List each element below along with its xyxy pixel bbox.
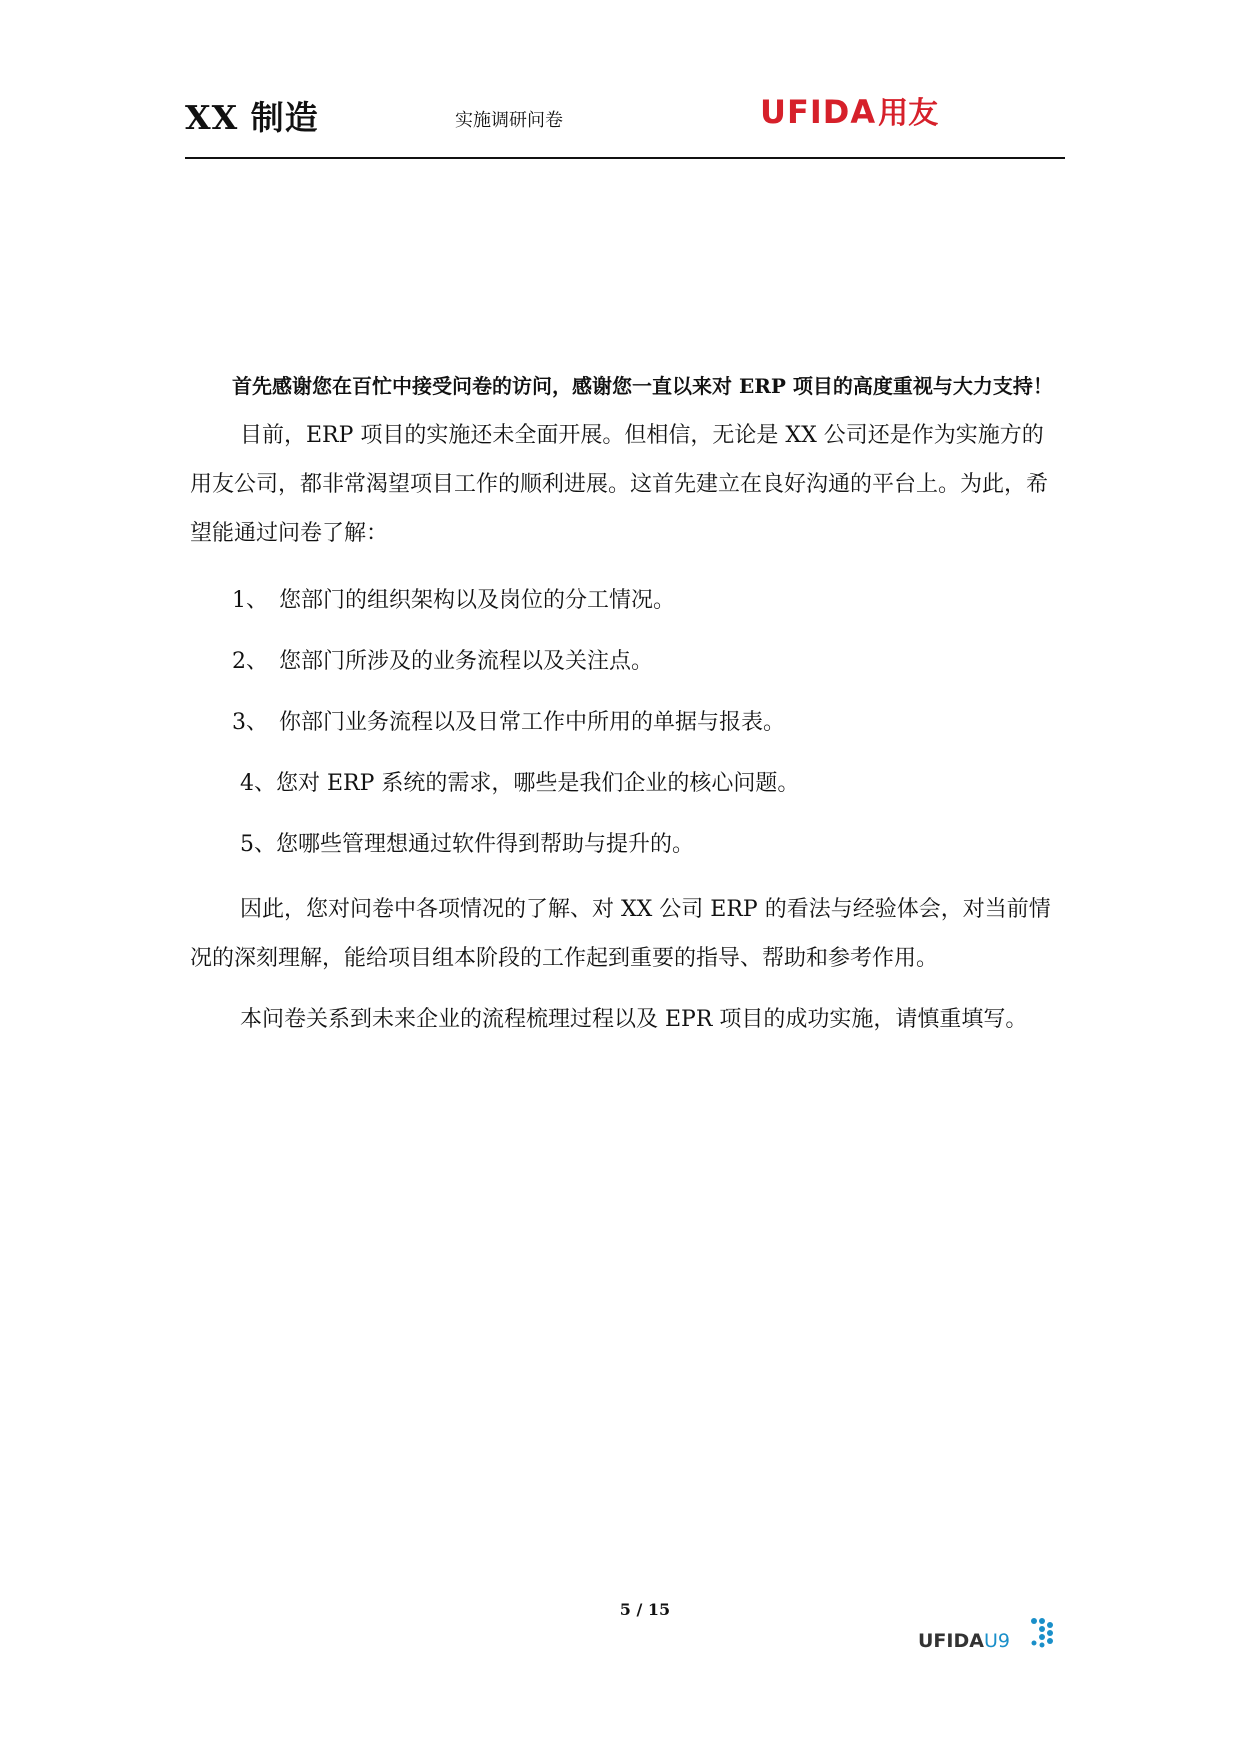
list-item-number: 5、	[240, 832, 276, 857]
closing-paragraph: 本问卷关系到未来企业的流程梳理过程以及 EPR 项目的成功实施，请慎重填写。	[240, 1007, 1028, 1032]
page-header	[185, 86, 1065, 158]
ufida-logo	[760, 88, 938, 132]
list-item-text: 你部门业务流程以及日常工作中所用的单据与报表。	[279, 710, 786, 735]
list-item-text: 您对 ERP 系统的需求，哪些是我们企业的核心问题。	[276, 771, 800, 796]
list-item-number: 2、	[232, 649, 268, 674]
list-item-number: 1、	[232, 588, 268, 613]
logo-ufida-u9-text	[918, 1630, 1010, 1652]
list-item-text: 您部门的组织架构以及岗位的分工情况。	[279, 588, 676, 613]
list-item-number: 3、	[232, 710, 268, 735]
list-item	[190, 814, 1060, 875]
company-name: XX 制造	[185, 98, 319, 137]
list-item	[190, 753, 1060, 814]
logo-u9-text: U9	[983, 1630, 1010, 1652]
page-number: 5 / 15	[619, 1600, 671, 1619]
list-item	[190, 631, 1060, 692]
list-item-text: 您部门所涉及的业务流程以及关注点。	[279, 649, 654, 674]
logo-ufida-text: UFIDA	[760, 93, 877, 131]
dots-icon	[1028, 1616, 1058, 1652]
logo-yongyou-text: 用友	[878, 96, 939, 131]
intro-paragraph: 首先感谢您在百忙中接受问卷的访问，感谢您一直以来对 ERP 项目的高度重视与大力支持！	[232, 374, 1053, 398]
survey-topics-list	[190, 570, 1060, 875]
logo-ufida-text: UFIDA	[918, 1630, 984, 1652]
ufida-u9-logo	[918, 1616, 1058, 1656]
list-item-number: 4、	[240, 771, 276, 796]
list-item	[190, 692, 1060, 753]
importance-paragraph: 因此，您对问卷中各项情况的了解、对 XX 公司 ERP 的看法与经验体会，对当前情况的深刻理解，能给项目组本阶段的工作起到重要的指导、帮助和参考作用。	[190, 897, 1051, 971]
list-item-text: 您哪些管理想通过软件得到帮助与提升的。	[276, 832, 695, 857]
document-type: 实施调研问卷	[455, 110, 563, 131]
header-divider	[185, 157, 1065, 159]
document-body	[190, 370, 1060, 1044]
purpose-paragraph: 目前，ERP 项目的实施还未全面开展。但相信，无论是 XX 公司还是作为实施方的用友公司，都非常渴望项目工作的顺利进展。这首先建立在良好沟通的平台上。为此，希望能通过问卷了解：	[190, 423, 1049, 546]
list-item	[190, 570, 1060, 631]
